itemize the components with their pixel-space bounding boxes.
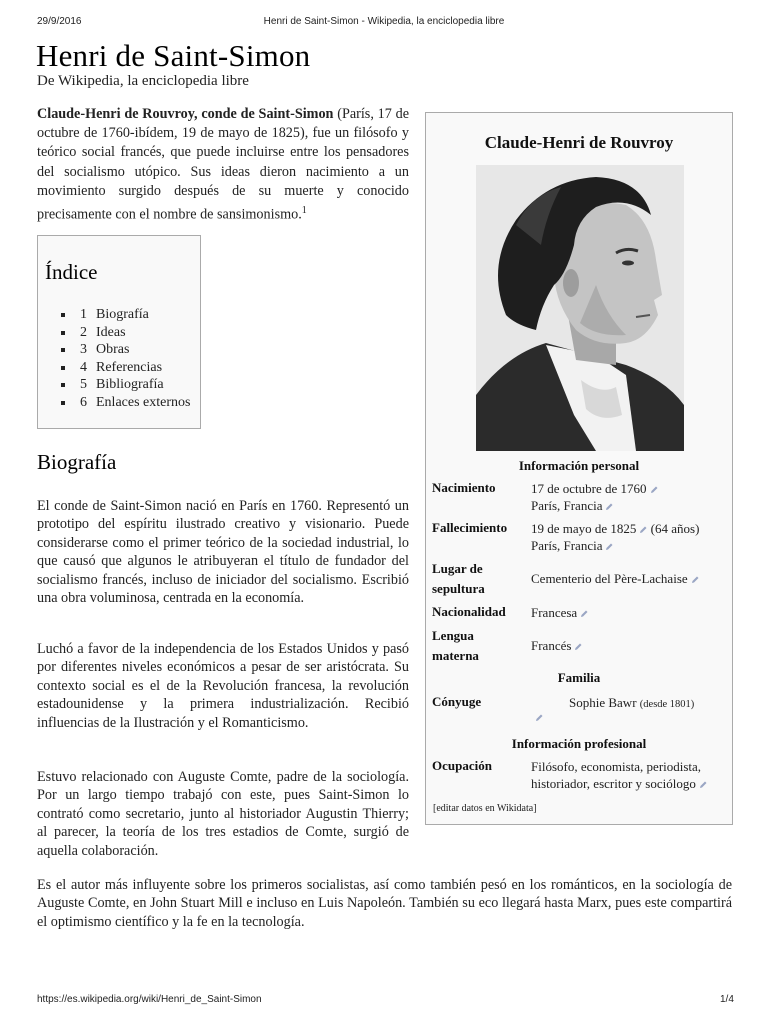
print-title: Henri de Saint-Simon - Wikipedia, la enciclopedia libre bbox=[263, 16, 505, 27]
lead-subject: Claude-Henri de Rouvroy, conde de Saint-Simon bbox=[37, 106, 334, 122]
page-title: Henri de Saint-Simon bbox=[36, 38, 311, 73]
nationality-value bbox=[531, 604, 588, 621]
portrait-image[interactable] bbox=[476, 165, 684, 451]
biografia-paragraph-3: Estuvo relacionado con Auguste Comte, padre de la sociología. Por un largo tiempo trabajó con este, pues Saint-Simon lo contrató como secretario, junto al historiador Augustin Thierry; al parecer, la teoría de los tres estadios de Comte, surgió de aquella colaboración. bbox=[37, 769, 409, 859]
toc-item-obras[interactable]: 3 Obras bbox=[62, 341, 190, 359]
death-age: (64 años) bbox=[647, 521, 700, 536]
birth-value bbox=[531, 480, 658, 514]
toc-item-ideas[interactable]: 2 Ideas bbox=[62, 324, 190, 342]
lead-reference[interactable]: 1 bbox=[301, 205, 307, 217]
burial-value bbox=[531, 570, 699, 587]
burial-label: Lugar de sepultura bbox=[432, 561, 485, 596]
pencil-icon[interactable] bbox=[691, 576, 699, 584]
birth-date[interactable]: 17 de octubre de 1760 bbox=[531, 481, 647, 496]
pencil-icon[interactable] bbox=[605, 503, 613, 511]
nationality[interactable]: Francesa bbox=[531, 605, 578, 620]
death-value bbox=[531, 520, 699, 554]
spouse-note: (desde 1801) bbox=[639, 699, 695, 710]
infobox-section-family: Familia bbox=[557, 670, 601, 685]
pencil-icon[interactable] bbox=[580, 610, 588, 618]
burial-place[interactable]: Cementerio del Père-Lachaise bbox=[531, 571, 688, 586]
pencil-icon[interactable] bbox=[699, 781, 707, 789]
infobox-section-professional: Información profesional bbox=[511, 736, 647, 751]
occupation-label: Ocupación bbox=[432, 758, 492, 773]
spouse-name[interactable]: Sophie Bawr bbox=[569, 695, 637, 710]
table-of-contents bbox=[37, 235, 201, 429]
pencil-icon[interactable] bbox=[535, 714, 543, 722]
toc-item-enlaces-externos[interactable]: 6 Enlaces externos bbox=[62, 394, 190, 412]
print-url: https://es.wikipedia.org/wiki/Henri_de_Saint-Simon bbox=[37, 994, 262, 1005]
death-date[interactable]: 19 de mayo de 1825 bbox=[531, 521, 637, 536]
biografia-paragraph-1: El conde de Saint-Simon nació en París en 1760. Representó un prototipo del espíritu ilustrado creativo y visionario. Puede considerarse como el primer teórico de la sociedad industrial, lo que causó que algunos le atribuyeran el título de fundador del socialismo francés, incluso de iniciador del socialismo. Escribió una obra voluminosa, centrada en la economía. bbox=[37, 498, 409, 607]
death-label: Fallecimiento bbox=[432, 520, 508, 535]
birth-place[interactable]: París, Francia bbox=[531, 498, 603, 513]
toc-item-referencias[interactable]: 4 Referencias bbox=[62, 359, 190, 377]
section-heading-biografia: Biografía bbox=[37, 450, 117, 474]
toc-list bbox=[38, 306, 190, 412]
pencil-icon[interactable] bbox=[574, 643, 582, 651]
pencil-icon[interactable] bbox=[650, 486, 658, 494]
toc-item-biografia[interactable]: 1 Biografía bbox=[62, 306, 190, 324]
infobox bbox=[425, 112, 733, 825]
infobox-section-personal: Información personal bbox=[518, 458, 640, 473]
occupation-value: Filósofo, economista, periodista, historiador, escritor y sociólogo bbox=[531, 758, 707, 792]
print-page-number: 1/4 bbox=[720, 994, 734, 1005]
pencil-icon[interactable] bbox=[605, 543, 613, 551]
lead-paragraph bbox=[37, 105, 409, 225]
print-date: 29/9/2016 bbox=[37, 16, 82, 27]
lead-text: (París, 17 de octubre de 1760-ibídem, 19 de mayo de 1825), fue un filósofo y teórico social francés, que puede incluirse entre los pensadores del socialismo utópico. Sus ideas dieron nacimiento a un movimiento surgido después de su muerte y conocido precisamente con el nombre de sansimonismo. bbox=[37, 106, 409, 223]
toc-title: Índice bbox=[45, 260, 98, 284]
spouse-value bbox=[569, 694, 694, 713]
edit-wikidata-link[interactable]: [editar datos en Wikidata] bbox=[433, 803, 537, 814]
birth-label: Nacimiento bbox=[432, 480, 496, 495]
toc-item-bibliografia[interactable]: 5 Bibliografía bbox=[62, 376, 190, 394]
page-subtitle: De Wikipedia, la enciclopedia libre bbox=[37, 73, 249, 89]
infobox-title: Claude-Henri de Rouvroy bbox=[484, 133, 674, 152]
biografia-paragraph-2: Luchó a favor de la independencia de los Estados Unidos y pasó por diferentes niveles económicos a pesar de ser aristócrata. Su contexto social es el de la Revolución francesa, la revolución estadounidense y la primera industrialización. Recibió influencias de la Ilustración y el Romanticismo. bbox=[37, 641, 409, 731]
language[interactable]: Francés bbox=[531, 638, 572, 653]
language-label: Lengua materna bbox=[432, 628, 479, 663]
spouse-label: Cónyuge bbox=[432, 694, 482, 709]
death-place[interactable]: París, Francia bbox=[531, 538, 603, 553]
nationality-label: Nacionalidad bbox=[432, 604, 506, 619]
biografia-paragraph-4: Es el autor más influyente sobre los primeros socialistas, así como también pesó en los románticos, en la sociología de Auguste Comte, en John Stuart Mill e incluso en Luis Napoleón. También su eco llegará hasta Marx, pues este compartirá el optimismo científico y la fe en la tecnología. bbox=[37, 877, 732, 930]
language-value bbox=[531, 637, 582, 654]
